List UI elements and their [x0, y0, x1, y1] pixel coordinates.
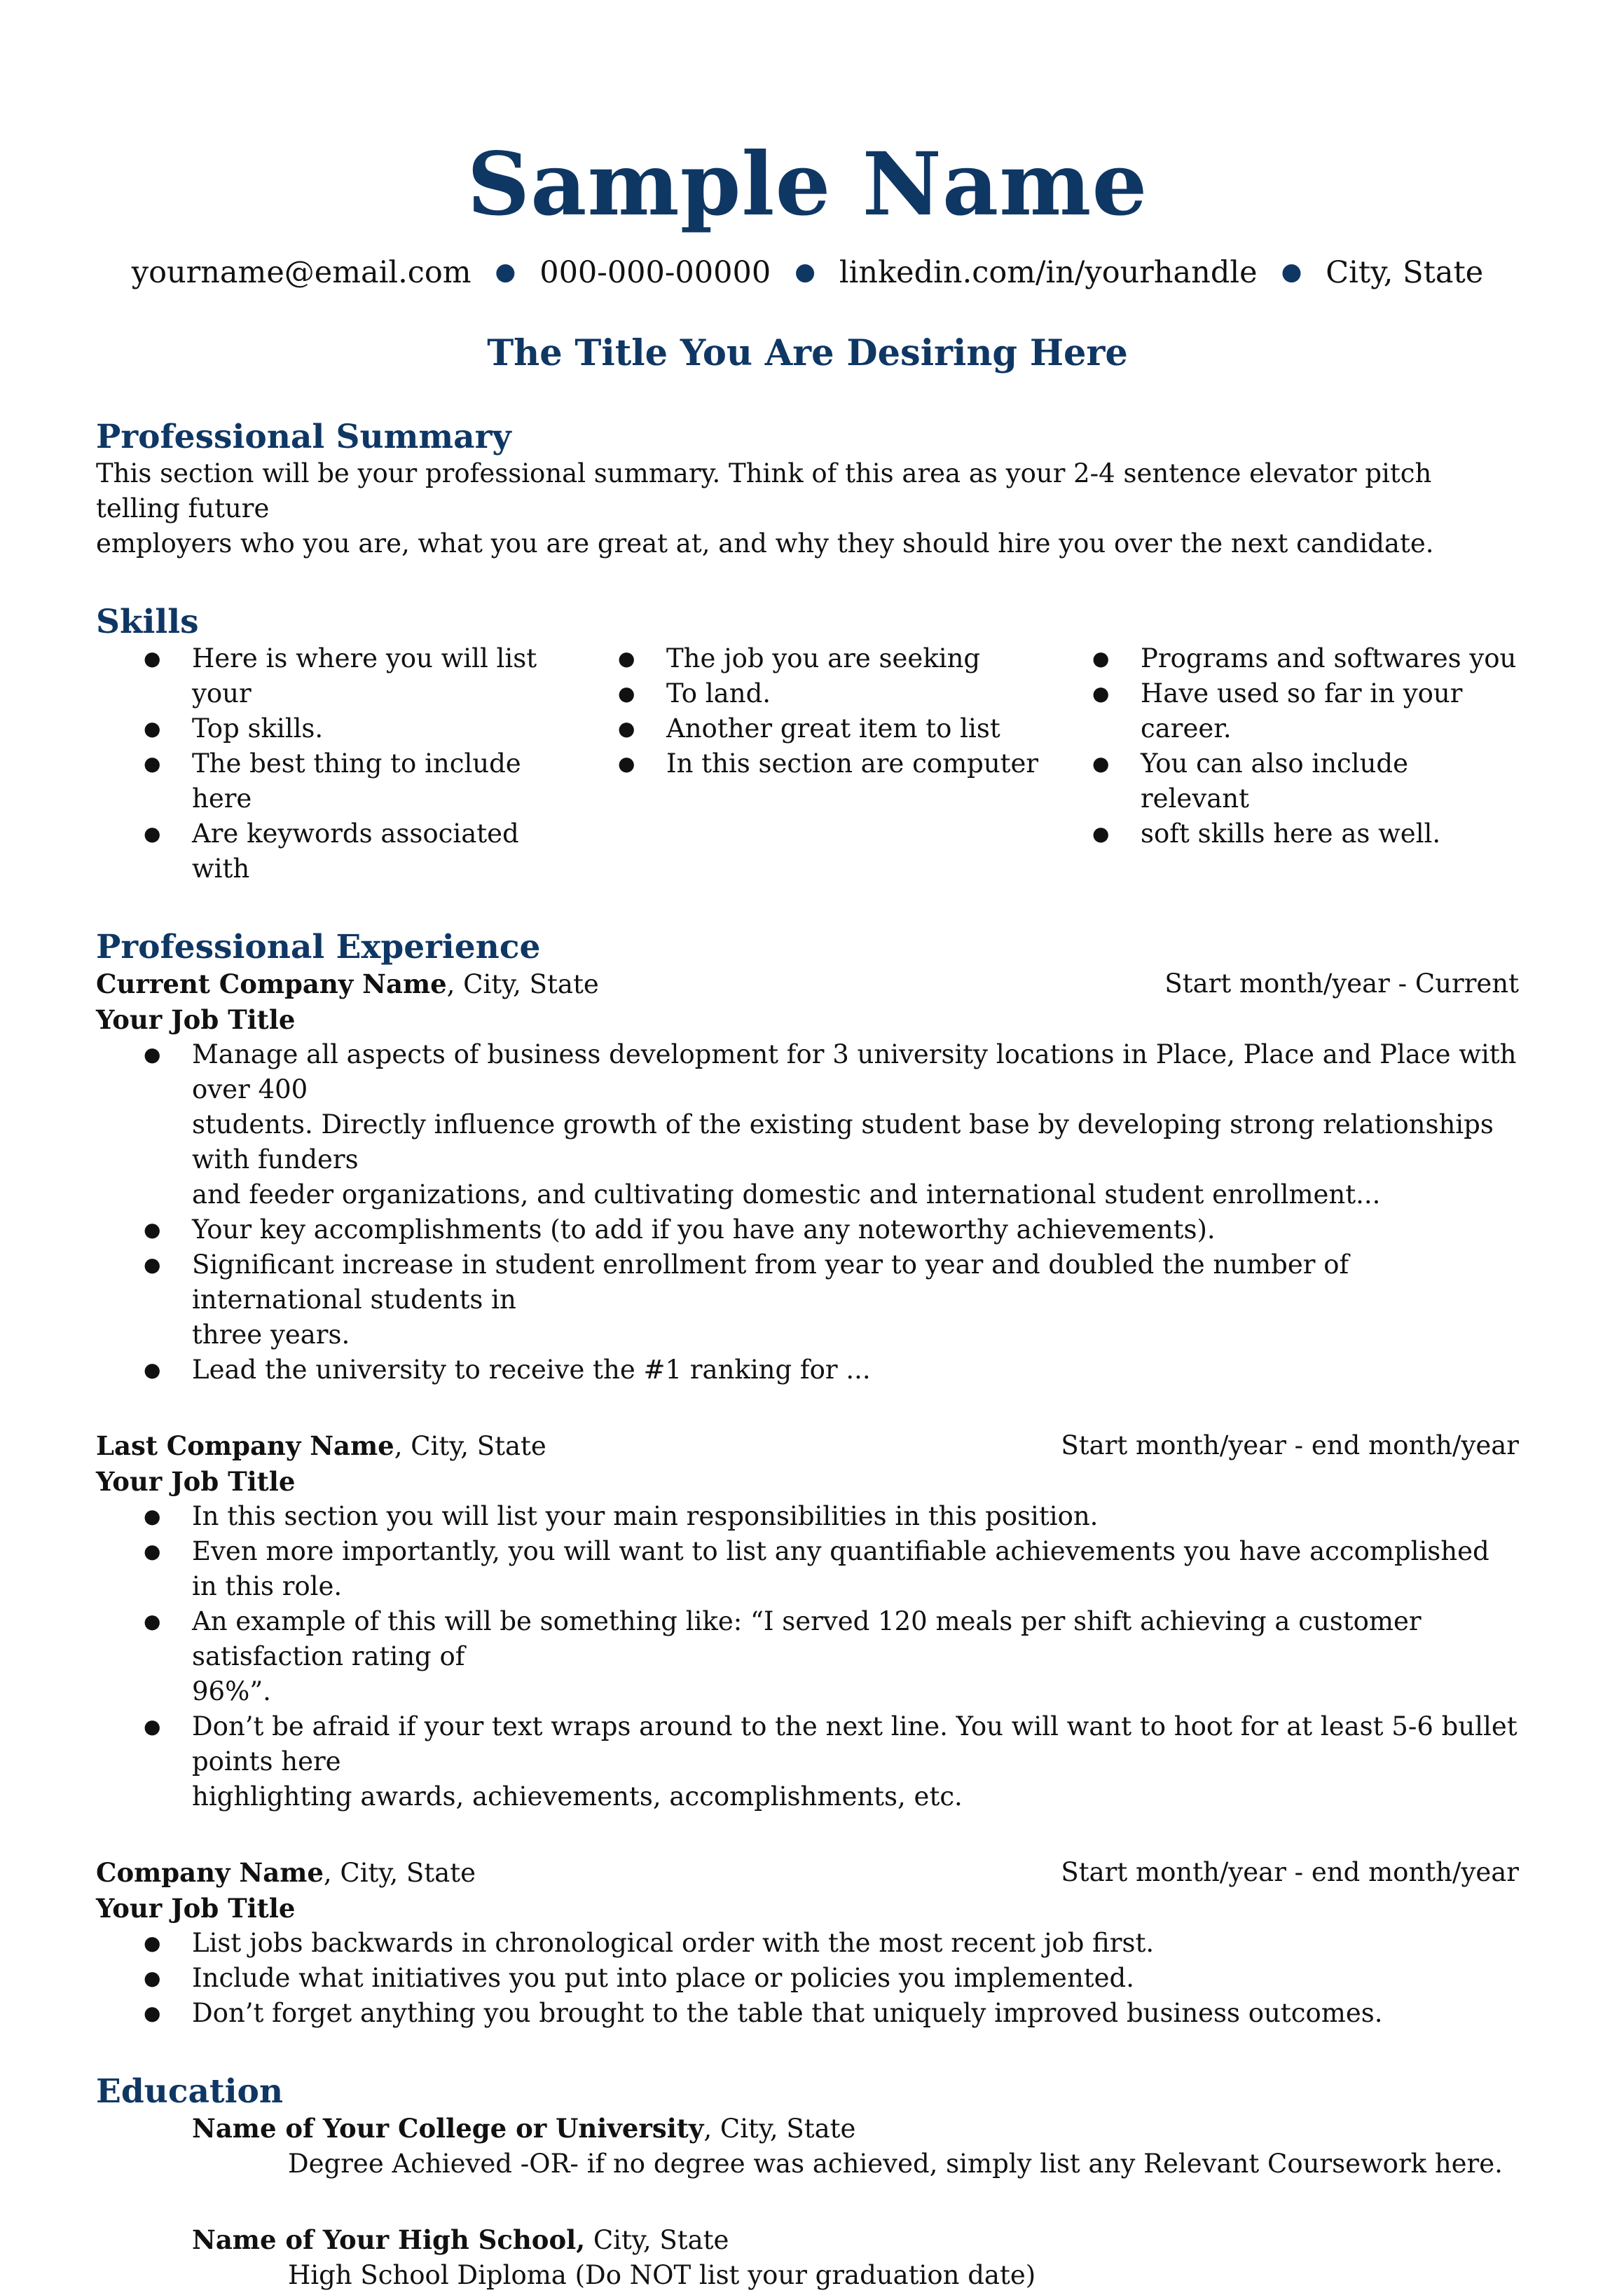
job-bullet: ● Don’t forget anything you brought to the table that uniquely improved business outcomes. [96, 1996, 1519, 2031]
skills-heading: Skills [96, 603, 199, 642]
school-name: Name of Your College or University [192, 2113, 704, 2144]
bullet-icon: ● [1092, 647, 1110, 671]
skills-column [96, 641, 570, 887]
skill-item: ● Top skills. [96, 711, 570, 746]
skill-item: ● Are keywords associated with [96, 816, 570, 887]
company-location: , City, State [323, 1858, 476, 1889]
job-bullet: ● List jobs backwards in chronological order with the most recent job first. [96, 1926, 1519, 1961]
bullet-icon: ● [144, 717, 161, 741]
bullet-separator-icon: ● [1281, 258, 1302, 287]
location: City, State [1326, 255, 1484, 291]
skill-item: ● Programs and softwares you [1045, 641, 1519, 676]
job-bullet: ● An example of this will be something like: “I served 120 meals per shift achieving a customer satisfaction rating of 96%”. [96, 1604, 1519, 1709]
job-dates: Start month/year - Current [1164, 968, 1519, 999]
job-entry [96, 966, 1519, 1388]
bullet-icon: ● [1092, 822, 1110, 846]
bullet-icon: ● [144, 1358, 161, 1382]
skills-column [570, 641, 1045, 887]
bullet-icon: ● [144, 1610, 161, 1634]
job-title: Your Job Title [96, 1004, 296, 1036]
company-location: , City, State [394, 1431, 546, 1462]
skill-item: ● The best thing to include here [96, 746, 570, 816]
bullet-separator-icon: ● [495, 258, 516, 287]
bullet-icon: ● [144, 1218, 161, 1242]
education-heading: Education [96, 2072, 284, 2111]
bullet-icon: ● [144, 822, 161, 846]
school-location: , City, State [703, 2114, 856, 2144]
skill-item: ● To land. [570, 676, 1045, 711]
skill-item: ● In this section are computer [570, 746, 1045, 781]
job-dates: Start month/year - end month/year [1061, 1430, 1519, 1461]
bullet-icon: ● [618, 752, 635, 776]
phone: 000-000-00000 [539, 255, 771, 291]
bullet-icon: ● [144, 647, 161, 671]
job-bullet: ● Don’t be afraid if your text wraps around to the next line. You will want to hoot for at least 5-6 bullet points here highlighting awards, achievements, accomplishments, etc. [96, 1709, 1519, 1814]
summary-line: employers who you are, what you are great at, and why they should hire you over the next candidate. [96, 528, 1434, 559]
company-name: Current Company Name [96, 968, 447, 1000]
job-bullet: ● Even more importantly, you will want to list any quantifiable achievements you have accomplished in this role. [96, 1534, 1519, 1604]
company-name: Company Name [96, 1857, 324, 1889]
job-bullet: ● Significant increase in student enrollment from year to year and doubled the number of international students in three years. [96, 1247, 1519, 1353]
job-header [96, 966, 1519, 1002]
job-bullet: ● Manage all aspects of business development for 3 university locations in Place, Place and Place with over 400 students. Directly influence growth of the existing student base by developing strong relationships with funders and feeder organizations, and cultivating domestic and international student enrollment... [96, 1037, 1519, 1212]
desired-title: The Title You Are Desiring Here [487, 331, 1128, 374]
company-location: , City, State [446, 969, 599, 1000]
summary-line: This section will be your professional summary. Think of this area as your 2-4 sentence elevator pitch telling future [96, 458, 1432, 524]
job-bullet: ● Lead the university to receive the #1 ranking for ... [96, 1353, 1519, 1388]
skills-list [570, 641, 1045, 781]
job-title: Your Job Title [96, 1893, 296, 1924]
bullet-icon: ● [144, 1505, 161, 1528]
bullet-separator-icon: ● [794, 258, 816, 287]
summary-heading: Professional Summary [96, 418, 511, 457]
bullet-icon: ● [144, 1966, 161, 1990]
education-detail: High School Diploma (Do NOT list your graduation date) [288, 2260, 1036, 2291]
bullet-icon: ● [618, 717, 635, 741]
skills-list [96, 641, 570, 887]
skill-item: ● soft skills here as well. [1045, 816, 1519, 851]
skills-column [1045, 641, 1519, 887]
email: yourname@email.com [131, 255, 472, 291]
job-bullets [96, 1037, 1519, 1388]
bullet-icon: ● [144, 1715, 161, 1739]
candidate-name: Sample Name [467, 134, 1148, 235]
skill-item: ● Another great item to list [570, 711, 1045, 746]
summary-text [96, 456, 1519, 561]
linkedin: linkedin.com/in/yourhandle [839, 255, 1258, 291]
bullet-icon: ● [618, 682, 635, 706]
job-title: Your Job Title [96, 1466, 296, 1498]
contact-line [96, 255, 1519, 292]
bullet-icon: ● [144, 2001, 161, 2025]
school-name: Name of Your High School, [192, 2224, 586, 2256]
job-bullets [96, 1926, 1519, 2031]
education-detail: Degree Achieved -OR- if no degree was achieved, simply list any Relevant Coursework here. [288, 2149, 1503, 2179]
skill-item: ● You can also include relevant [1045, 746, 1519, 816]
skill-item: ● Have used so far in your career. [1045, 676, 1519, 746]
bullet-icon: ● [1092, 682, 1110, 706]
bullet-icon: ● [144, 1043, 161, 1067]
bullet-icon: ● [618, 647, 635, 671]
bullet-icon: ● [144, 1540, 161, 1563]
spacer [96, 2182, 1519, 2222]
bullet-icon: ● [144, 1931, 161, 1955]
job-bullets [96, 1499, 1519, 1814]
school-location: City, State [585, 2225, 729, 2256]
education-entry [96, 2111, 1519, 2147]
job-header [96, 1855, 1519, 1891]
job-header [96, 1428, 1519, 1464]
job-dates: Start month/year - end month/year [1061, 1857, 1519, 1888]
job-bullet: ● Include what initiatives you put into place or policies you implemented. [96, 1961, 1519, 1996]
education-entry [96, 2222, 1519, 2258]
bullet-icon: ● [1092, 752, 1110, 776]
skill-item: ● The job you are seeking [570, 641, 1045, 676]
bullet-icon: ● [144, 1253, 161, 1277]
job-bullet: ● Your key accomplishments (to add if you have any noteworthy achievements). [96, 1212, 1519, 1247]
company-name: Last Company Name [96, 1430, 394, 1462]
experience-heading: Professional Experience [96, 928, 541, 967]
job-entry [96, 1428, 1519, 1814]
skills-grid [96, 641, 1519, 887]
job-entry [96, 1855, 1519, 2031]
skill-item: ● Here is where you will list your [96, 641, 570, 711]
bullet-icon: ● [144, 752, 161, 776]
skills-list [1045, 641, 1519, 851]
job-bullet: ● In this section you will list your main responsibilities in this position. [96, 1499, 1519, 1534]
